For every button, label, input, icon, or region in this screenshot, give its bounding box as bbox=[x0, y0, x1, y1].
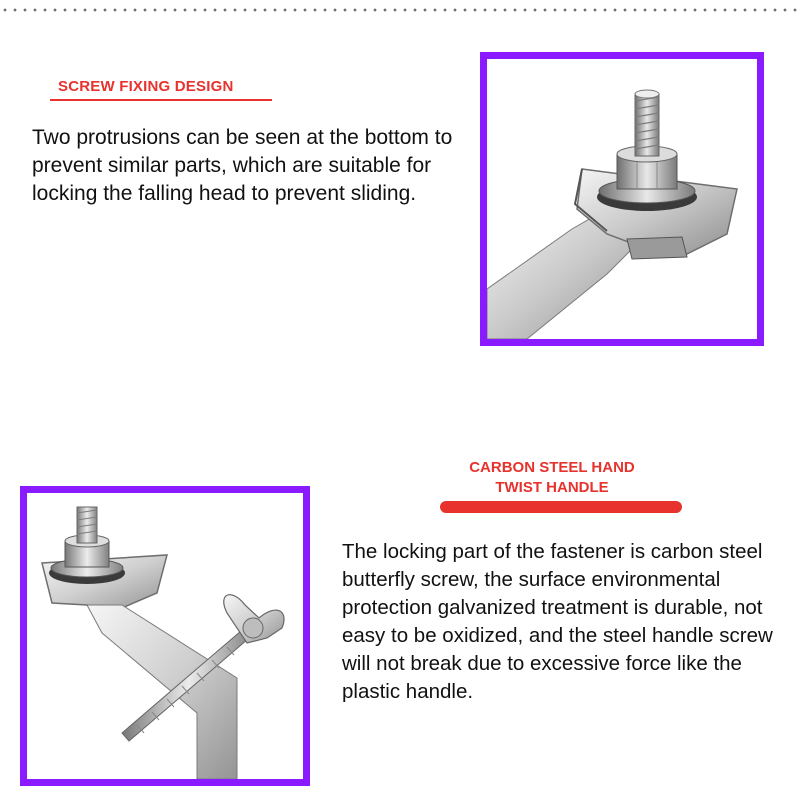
heading-line-1: CARBON STEEL HAND bbox=[469, 459, 635, 476]
heading-underline-bar bbox=[440, 501, 682, 513]
heading-underline bbox=[50, 99, 272, 101]
screw-fixing-description: Two protrusions can be seen at the bottom to prevent similar parts, which are suitable for locking the falling head to prevent sliding. bbox=[32, 126, 453, 205]
heading-line-2: TWIST HANDLE bbox=[495, 479, 609, 496]
section-heading-hand-twist bbox=[436, 458, 668, 498]
photo-frame-screw-closeup bbox=[480, 52, 764, 346]
clamp-bolt-photo bbox=[487, 59, 757, 339]
section-heading-screw-fixing: SCREW FIXING DESIGN bbox=[58, 78, 234, 95]
clamp-wing-screw-photo bbox=[27, 493, 303, 779]
dotted-divider bbox=[0, 8, 800, 12]
photo-frame-wing-screw bbox=[20, 486, 310, 786]
hand-twist-description: The locking part of the fastener is carbon steel butterfly screw, the surface environmental protection galvanized treatment is durable, not easy to be oxidized, and the steel handle screw will not break due to excessive force like the plastic handle. bbox=[342, 540, 773, 703]
